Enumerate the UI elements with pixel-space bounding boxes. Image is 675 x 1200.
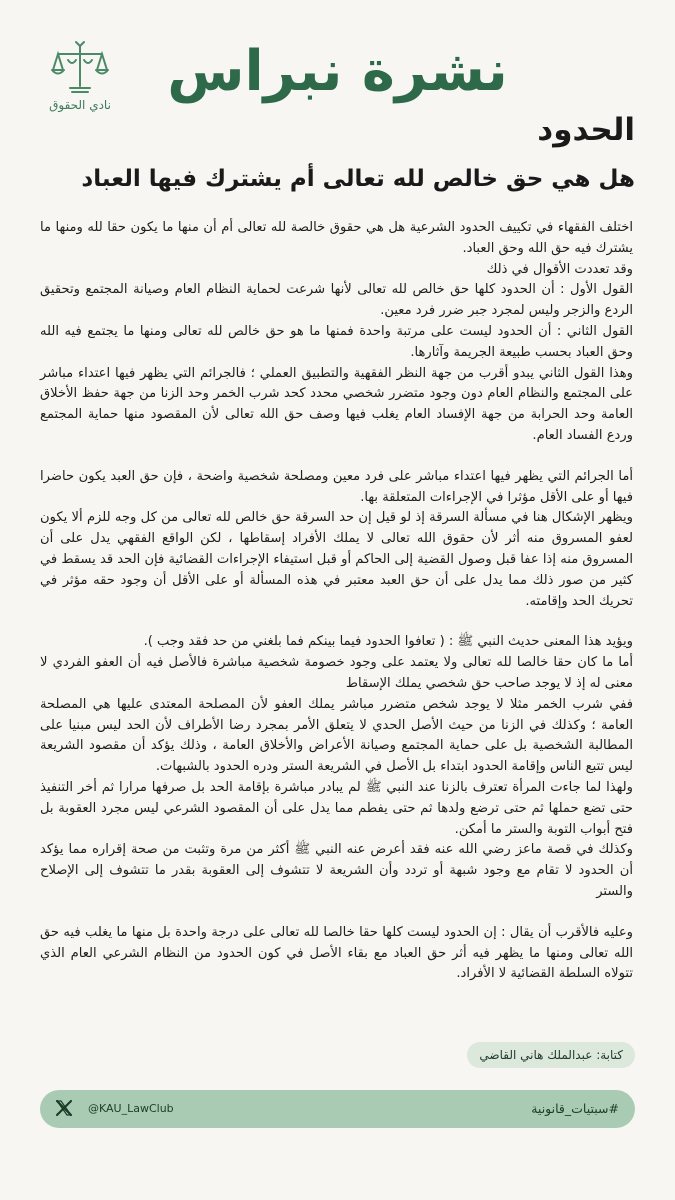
social-link[interactable]: [54, 1098, 174, 1118]
social-handle: @KAU_LawClub: [88, 1101, 174, 1115]
paragraph: أما ما كان حقا خالصا لله تعالى ولا يعتمد على وجود خصومة شخصية مباشرة فالأصل فيه أن العفو الفردي لا معنى له إذ لا يوجد صاحب حق شخصي يملك الإسقاط: [40, 655, 633, 691]
newsletter-title: نشرة نبراس: [167, 39, 508, 104]
paragraph: ولهذا لما جاءت المرأة تعترف بالزنا عند النبي ﷺ لم يبادر مباشرة بإقامة الحد بل صرفها مرارا ثم أخر التنفيذ حتى تضع حملها ثم حتى ترضع ولدها ثم حتى يفطم مما يدل على أن المقصود الشرعي ليس مجرد العقوبة بل فتح أبواب التوبة والستر ما أمكن.: [40, 779, 633, 837]
x-icon: [54, 1098, 74, 1118]
paragraph: وقد تعددت الأقوال في ذلك: [486, 261, 633, 277]
hashtag-link[interactable]: #سبتيات_قانونية: [531, 1101, 619, 1116]
logo-label: نادي الحقوق: [49, 98, 111, 112]
paragraph: ويؤيد هذا المعنى حديث النبي ﷺ : ( تعافوا الحدود فيما بينكم فما بلغني من حد فقد وجب ).: [143, 634, 633, 650]
paragraph: اختلف الفقهاء في تكييف الحدود الشرعية هل هي حقوق خالصة لله تعالى أم أن منها ما يكون حقا لله ومنها ما يشترك فيه حق الله وحق العباد.: [40, 220, 633, 256]
paragraph: القول الثاني : أن الحدود ليست على مرتبة واحدة فمنها ما هو حق خالص لله تعالى ومنها ما يجتمع فيه الله وحق العباد بحسب طبيعة الجريمة وآثارها.: [40, 323, 633, 360]
paragraph-spacer: [40, 903, 633, 923]
paragraph: وهذا القول الثاني يبدو أقرب من جهة النظر الفقهية والتطبيق العملي ؛ فالجرائم التي يظهر فيها اعتداء مباشر على المجتمع والنظام العام دون وجود متضرر شخصي محدد كحد شرب الخمر وحد الزنا من جهة حفظ الأخلاق العامة وحد الحرابة من جهة الإفساد العام يغلب فيها وصف حق الله تعالى لأن المقصود منها حماية المجتمع وردع الفساد العام.: [40, 365, 633, 443]
paragraph: ففي شرب الخمر مثلا لا يوجد شخص متضرر مباشر يملك العفو لأن المصلحة المعتدى عليها هي المصلحة العامة ؛ وكذلك في الزنا من حيث الأصل الحدي لا يتعلق الأمر بمجرد رضا الأطراف لأن الحد ليس مبنيا على المطالبة الشخصية بل على حماية المجتمع وصيانة الأعراض والأخلاق العامة ، وذلك يؤكد أن مقصود الشريعة ليس تتبع الناس وإقامة الحدود ابتداء بل الأصل في الشريعة الستر ودره الحدود بالشبهات.: [40, 696, 633, 775]
article-subtitle: هل هي حق خالص لله تعالى أم يشترك فيها العباد: [81, 166, 635, 192]
paragraph: ويظهر الإشكال هنا في مسألة السرقة إذ لو قيل إن حد السرقة حق خالص لله تعالى من كل وجه للزم ألا يكون لعفو المسروق منه أثر لأن حقوق الله تعالى لا يملك الأفراد إسقاطها ، لكن الواقع الفقهي يدل على أن المسروق منه إذا عفا قبل وصول القضية إلى الحاكم أو قبل استيفاء الإجراءات القضائية فإن الحد قد يسقط في كثير من صور ذلك مما يدل على أن حق العبد معتبر في هذه المسألة أو على الأقل أن وجود حقه مؤثر في تحريك الحد وإقامته.: [40, 510, 633, 609]
footer-bar: [40, 1090, 635, 1128]
paragraph: القول الأول : أن الحدود كلها حق خالص لله تعالى لأنها شرعت لحماية النظام العام وصيانة المجتمع وتحقيق الردع والزجر وليس لمجرد جبر ضرر فرد معين.: [40, 282, 633, 319]
paragraph: وعليه فالأقرب أن يقال : إن الحدود ليست كلها حقا خالصا لله تعالى على درجة واحدة بل منها ما يغلب فيه حق الله تعالى ومنها ما يظهر فيه أثر حق العباد مع بقاء الأصل في كون الحدود من النظام الشرعي العام الذي تتولاه السلطة القضائية لا الأفراد.: [40, 924, 633, 982]
paragraph-spacer: [40, 612, 633, 632]
paragraph: أما الجرائم التي يظهر فيها اعتداء مباشر على فرد معين ومصلحة شخصية واضحة ، فإن حق العبد يكون حاضرا فيها أو على الأقل مؤثرا في الإجراءات المتعلقة بها.: [40, 468, 633, 505]
author-badge: كتابة: عبدالملك هاني القاضي: [467, 1042, 635, 1068]
paragraph-spacer: [40, 447, 633, 467]
article-title: الحدود: [537, 112, 635, 148]
article-body: [40, 218, 633, 985]
paragraph: وكذلك في قصة ماعز رضي الله عنه فقد أعرض عنه النبي ﷺ أكثر من مرة وتثبت من صحة إقراره مما يؤكد أن الحدود لا تقام مع وجود شبهة أو تردد وأن الشريعة لا تتشوف إلى العقوبة بقدر ما تتشوف إلى الإصلاح والستر: [40, 842, 633, 899]
